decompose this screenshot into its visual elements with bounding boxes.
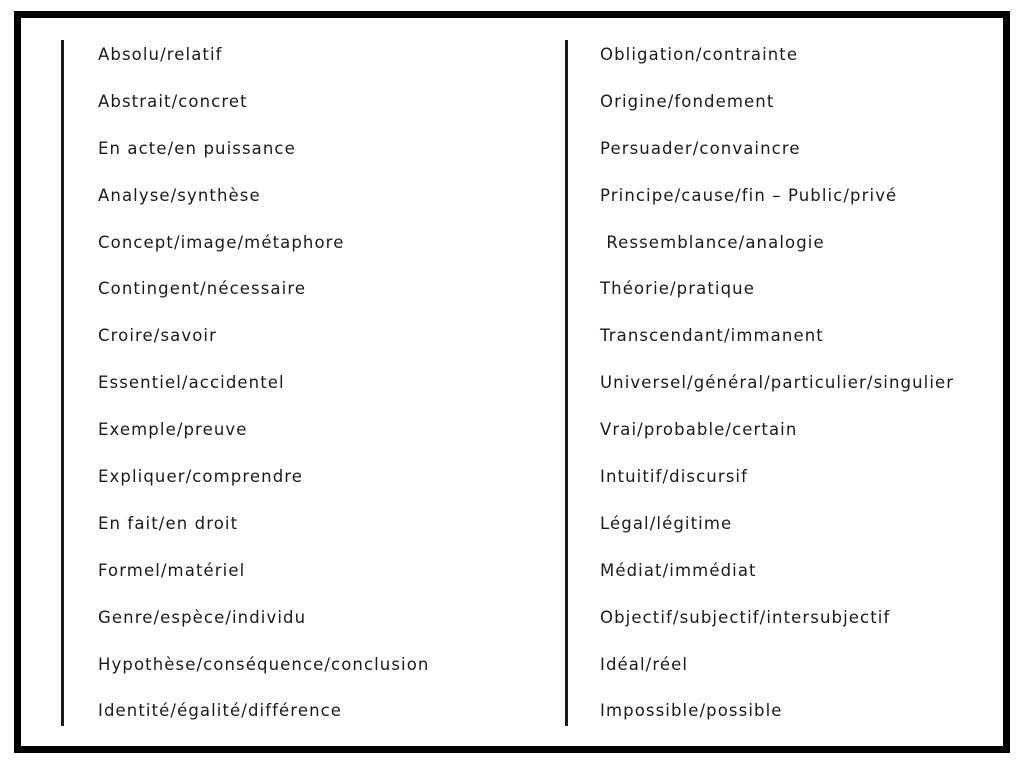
term-pair: Abstrait/concret — [98, 91, 248, 111]
term-pair: Théorie/pratique — [600, 279, 755, 299]
term-pair: Impossible/possible — [600, 701, 783, 721]
term-pair: Origine/fondement — [600, 91, 775, 111]
term-pair: Transcendant/immanent — [600, 326, 824, 346]
term-pair: Médiat/immédiat — [600, 560, 757, 580]
term-pair: Intuitif/discursif — [600, 467, 749, 487]
term-pair: Concept/image/métaphore — [98, 232, 345, 252]
right-term-list — [600, 40, 954, 743]
term-pair: Absolu/relatif — [98, 45, 223, 64]
term-pair: En acte/en puissance — [98, 138, 296, 158]
term-pair: Universel/général/particulier/singulier — [600, 373, 955, 393]
term-pair: Genre/espèce/individu — [98, 607, 307, 627]
term-pair: Obligation/contrainte — [600, 45, 799, 64]
term-pair: Vrai/probable/certain — [600, 420, 798, 440]
term-pair: Ressemblance/analogie — [600, 232, 825, 252]
term-pair: Formel/matériel — [98, 560, 246, 580]
term-pair: Essentiel/accidentel — [98, 373, 285, 393]
left-vertical-rule — [61, 40, 64, 726]
term-pair: Idéal/réel — [600, 654, 689, 674]
term-pair: En fait/en droit — [98, 513, 239, 533]
term-pair: Légal/légitime — [600, 513, 733, 533]
term-pair: Contingent/nécessaire — [98, 279, 307, 299]
right-vertical-rule — [565, 40, 568, 726]
term-pair: Croire/savoir — [98, 326, 217, 346]
term-pair: Identité/égalité/différence — [98, 701, 343, 721]
left-term-list — [98, 40, 430, 743]
term-pair: Persuader/convaincre — [600, 138, 801, 158]
term-pair: Principe/cause/fin – Public/privé — [600, 185, 898, 205]
term-pair: Objectif/subjectif/intersubjectif — [600, 607, 891, 627]
term-pair: Analyse/synthèse — [98, 185, 261, 205]
term-pair: Hypothèse/conséquence/conclusion — [98, 654, 430, 674]
term-pair: Expliquer/comprendre — [98, 467, 304, 487]
term-pair: Exemple/preuve — [98, 420, 248, 440]
